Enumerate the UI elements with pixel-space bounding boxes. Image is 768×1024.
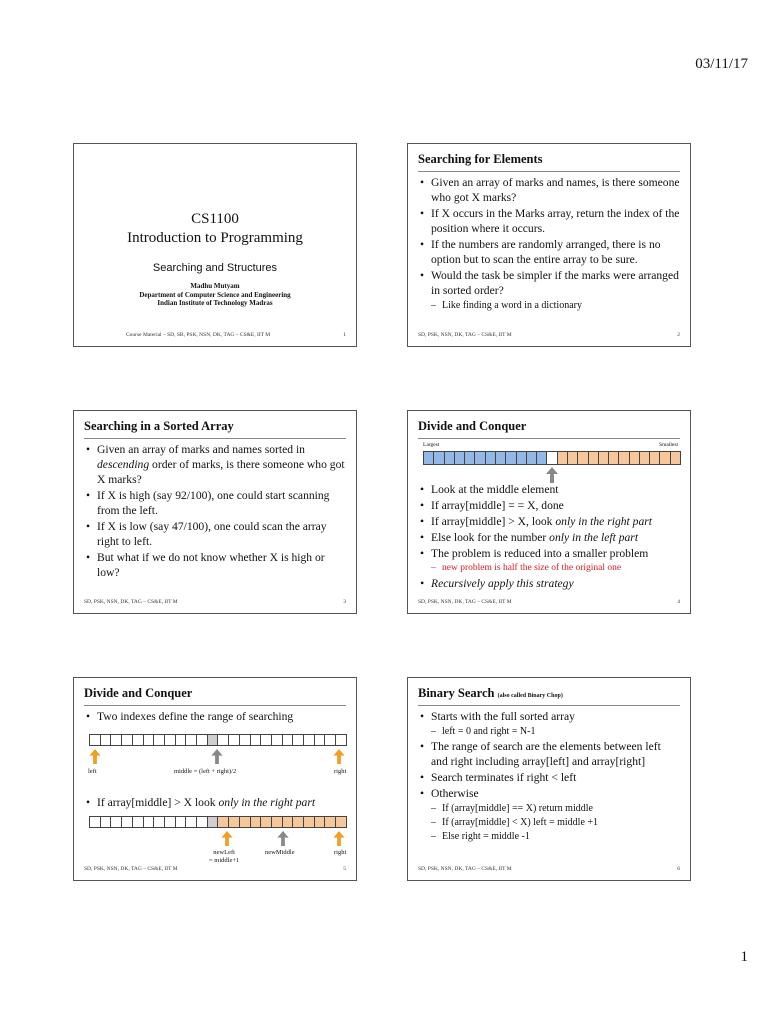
title-divider (84, 705, 346, 706)
bullet: • Search terminates if right < left (418, 770, 680, 785)
bullet: • Given an array of marks and names, is there someone who got X marks? (418, 175, 680, 205)
array-cell (272, 735, 283, 745)
title-divider (418, 438, 680, 439)
range-array (89, 734, 347, 746)
array-cell (133, 817, 144, 827)
slide-4-title: Divide and Conquer (418, 419, 527, 433)
array-cell (517, 452, 527, 464)
left-arrow-icon (88, 749, 102, 764)
array-cell (165, 817, 176, 827)
slide-1-author-block (74, 282, 356, 308)
array-cell (283, 735, 294, 745)
array-cell (165, 735, 176, 745)
array-cell (176, 817, 187, 827)
bullet: • But what if we do not know whether X is high or low? (84, 550, 346, 580)
bullet: • If X is low (say 47/100), one could scan the array right to left. (84, 519, 346, 549)
array-cell (90, 735, 101, 745)
new-middle-arrow-icon (277, 831, 289, 846)
middle-cell (208, 735, 219, 745)
right-label: right (334, 768, 347, 775)
array-cell (304, 735, 315, 745)
slide-6 (407, 677, 691, 881)
array-cell (325, 735, 336, 745)
array-cell (240, 735, 251, 745)
array-cell (304, 817, 315, 827)
array-cell (111, 735, 122, 745)
sorted-array (423, 451, 681, 465)
slide-4-bullets (418, 482, 680, 592)
array-cell (434, 452, 444, 464)
array-cell (101, 817, 112, 827)
bullet: • Two indexes define the range of searching (84, 709, 346, 724)
bullet: • If the numbers are randomly arranged, there is no option but to scan the entire array to be sure. (418, 237, 680, 267)
title-divider (418, 705, 680, 706)
bullet: • The range of search are the elements between left and right including array[left] and array[right] (418, 739, 680, 769)
array-cell (122, 735, 133, 745)
array-cell (186, 817, 197, 827)
array-cell (144, 735, 155, 745)
array-cell (90, 817, 101, 827)
array-cell (251, 817, 262, 827)
array-cell (506, 452, 516, 464)
bullet: • Starts with the full sorted array (418, 709, 680, 724)
array-cell (445, 452, 455, 464)
text: If array[middle] > X look (97, 796, 219, 809)
slide-5-footer: SD, PSK, NSN, DK, TAG – CS&E, IIT M (84, 866, 178, 872)
array-cell (630, 452, 640, 464)
bullet: • Look at the middle element (418, 482, 680, 497)
array-cell (154, 817, 165, 827)
bullet: • Otherwise (418, 786, 680, 801)
left-label: left (88, 768, 97, 775)
slide-3-footer: SD, PSK, NSN, DK, TAG – CS&E, IIT M (84, 599, 178, 605)
array-cell (599, 452, 609, 464)
array-cell (486, 452, 496, 464)
middle-arrow-icon (546, 467, 558, 483)
array-cell (325, 817, 336, 827)
array-cell (218, 735, 229, 745)
slide-3-number: 3 (343, 599, 346, 605)
array-cell (218, 817, 229, 827)
emphasis: only in the right part (218, 796, 316, 809)
slide-4-number: 4 (677, 599, 680, 605)
slide-5 (73, 677, 357, 881)
array-cell (315, 735, 326, 745)
slide-2-number: 2 (677, 332, 680, 338)
new-middle-label: newMiddle (265, 849, 295, 856)
array-cell (578, 452, 588, 464)
array-cell (197, 735, 208, 745)
array-cell (197, 817, 208, 827)
slide-2-footer: SD, PSK, NSN, DK, TAG – CS&E, IIT M (418, 332, 512, 338)
slide-5-number: 5 (343, 866, 346, 872)
emphasis: only in the left part (549, 531, 639, 544)
slide-4-footer: SD, PSK, NSN, DK, TAG – CS&E, IIT M (418, 599, 512, 605)
emphasis: descending (97, 458, 150, 471)
array-cell (336, 735, 346, 745)
slide-2 (407, 143, 691, 347)
array-cell (315, 817, 326, 827)
bullet: • The problem is reduced into a smaller problem (418, 546, 680, 561)
author-name: Madhu Mutyam (190, 282, 240, 290)
sub-bullet: – new problem is half the size of the original one (418, 562, 680, 575)
department: Department of Computer Science and Engineering (139, 290, 291, 299)
sub-bullet: – If (array[middle] < X) left = middle +1 (418, 816, 680, 829)
array-cell (122, 817, 133, 827)
array-cell (251, 735, 262, 745)
array-cell (283, 817, 294, 827)
slide-2-title: Searching for Elements (418, 152, 543, 166)
array-cell (176, 735, 187, 745)
title-divider (418, 171, 680, 172)
array-cell (186, 735, 197, 745)
array-cell (568, 452, 578, 464)
array-cell (133, 735, 144, 745)
array-cell (650, 452, 660, 464)
course-code: CS1100 (191, 211, 239, 227)
new-left-text: newLeft (213, 849, 235, 856)
bullet: • Recursively apply this strategy (418, 576, 680, 591)
slide-3-bullets (84, 442, 346, 581)
text: If array[middle] > X, look (431, 515, 556, 528)
text: order of marks, is there someone who got X marks? (97, 458, 345, 486)
array-cell (336, 817, 346, 827)
largest-label: Largest (423, 442, 440, 448)
middle-arrow-icon (211, 749, 223, 764)
smallest-label: Smallest (659, 442, 678, 448)
array-cell (455, 452, 465, 464)
new-left-arrow-icon (220, 831, 234, 846)
bullet: • If X is high (say 92/100), one could start scanning from the left. (84, 488, 346, 518)
page-number: 1 (740, 949, 748, 965)
array-cell (229, 817, 240, 827)
right-arrow-icon (332, 749, 346, 764)
slide-4 (407, 410, 691, 614)
course-title: Introduction to Programming (127, 230, 303, 246)
slide-5-title: Divide and Conquer (84, 686, 193, 700)
slide-1-subtitle: Searching and Structures (152, 262, 278, 274)
array-cell (660, 452, 670, 464)
array-cell (609, 452, 619, 464)
array-cell (261, 817, 272, 827)
right-label: right (334, 849, 347, 856)
array-cell (240, 817, 251, 827)
slide-5-bullets-bottom (84, 795, 346, 811)
sub-bullet: – Like finding a word in a dictionary (418, 299, 680, 312)
array-cell (640, 452, 650, 464)
slide-1-footer: Course Material – SD, SB, PSK, NSN, DK, TAG – CS&E, IIT M (126, 332, 271, 338)
array-cell (619, 452, 629, 464)
bullet: • If array[middle] = = X, done (418, 498, 680, 513)
array-cell (671, 452, 680, 464)
slide-3-title: Searching in a Sorted Array (84, 419, 234, 433)
slide-6-bullets (418, 709, 680, 844)
slide-3 (73, 410, 357, 614)
new-left-label (209, 849, 239, 865)
middle-cell (208, 817, 219, 827)
array-cell (293, 735, 304, 745)
text: Given an array of marks and names sorted in (97, 443, 305, 456)
middle-label: middle = (left + right)/2 (174, 768, 237, 775)
array-cell (558, 452, 568, 464)
slide-6-number: 6 (677, 866, 680, 872)
title-text: Binary Search (418, 686, 495, 700)
sub-bullet: – Else right = middle -1 (418, 830, 680, 843)
page-date: 03/11/17 (695, 56, 748, 72)
sub-bullet: – If (array[middle] == X) return middle (418, 802, 680, 815)
array-cell (424, 452, 434, 464)
bullet (418, 530, 680, 545)
sub-bullet: – left = 0 and right = N-1 (418, 725, 680, 738)
right-part-array (89, 816, 347, 828)
array-cell (527, 452, 537, 464)
new-left-formula: = middle+1 (209, 857, 240, 864)
title-divider (84, 438, 346, 439)
slide-6-footer: SD, PSK, NSN, DK, TAG – CS&E, IIT M (418, 866, 512, 872)
slide-2-bullets (418, 175, 680, 313)
array-cell (475, 452, 485, 464)
bullet: • Would the task be simpler if the marks were arranged in sorted order? (418, 268, 680, 298)
slide-1-number: 1 (343, 332, 346, 338)
title-note: (also called Binary Chop) (497, 693, 563, 699)
array-cell (101, 735, 112, 745)
array-cell (496, 452, 506, 464)
slide-1-title-block (74, 210, 356, 248)
right-arrow-icon (332, 831, 346, 846)
array-cell (589, 452, 599, 464)
array-cell (272, 817, 283, 827)
slide-5-bullets-top (84, 709, 346, 725)
array-cell (111, 817, 122, 827)
array-cell (293, 817, 304, 827)
slide-6-title (418, 686, 563, 701)
emphasis: only in the right part (555, 515, 652, 528)
slide-1 (73, 143, 357, 347)
bullet (418, 514, 680, 529)
text: Else look for the number (431, 531, 550, 544)
bullet (84, 795, 346, 810)
institute: Indian Institute of Technology Madras (157, 299, 273, 307)
bullet: • If X occurs in the Marks array, return the index of the position where it occurs. (418, 206, 680, 236)
array-cell (465, 452, 475, 464)
array-cell (229, 735, 240, 745)
array-cell (144, 817, 155, 827)
middle-cell (547, 452, 557, 464)
array-cell (537, 452, 547, 464)
array-cell (261, 735, 272, 745)
array-cell (154, 735, 165, 745)
bullet (84, 442, 346, 487)
